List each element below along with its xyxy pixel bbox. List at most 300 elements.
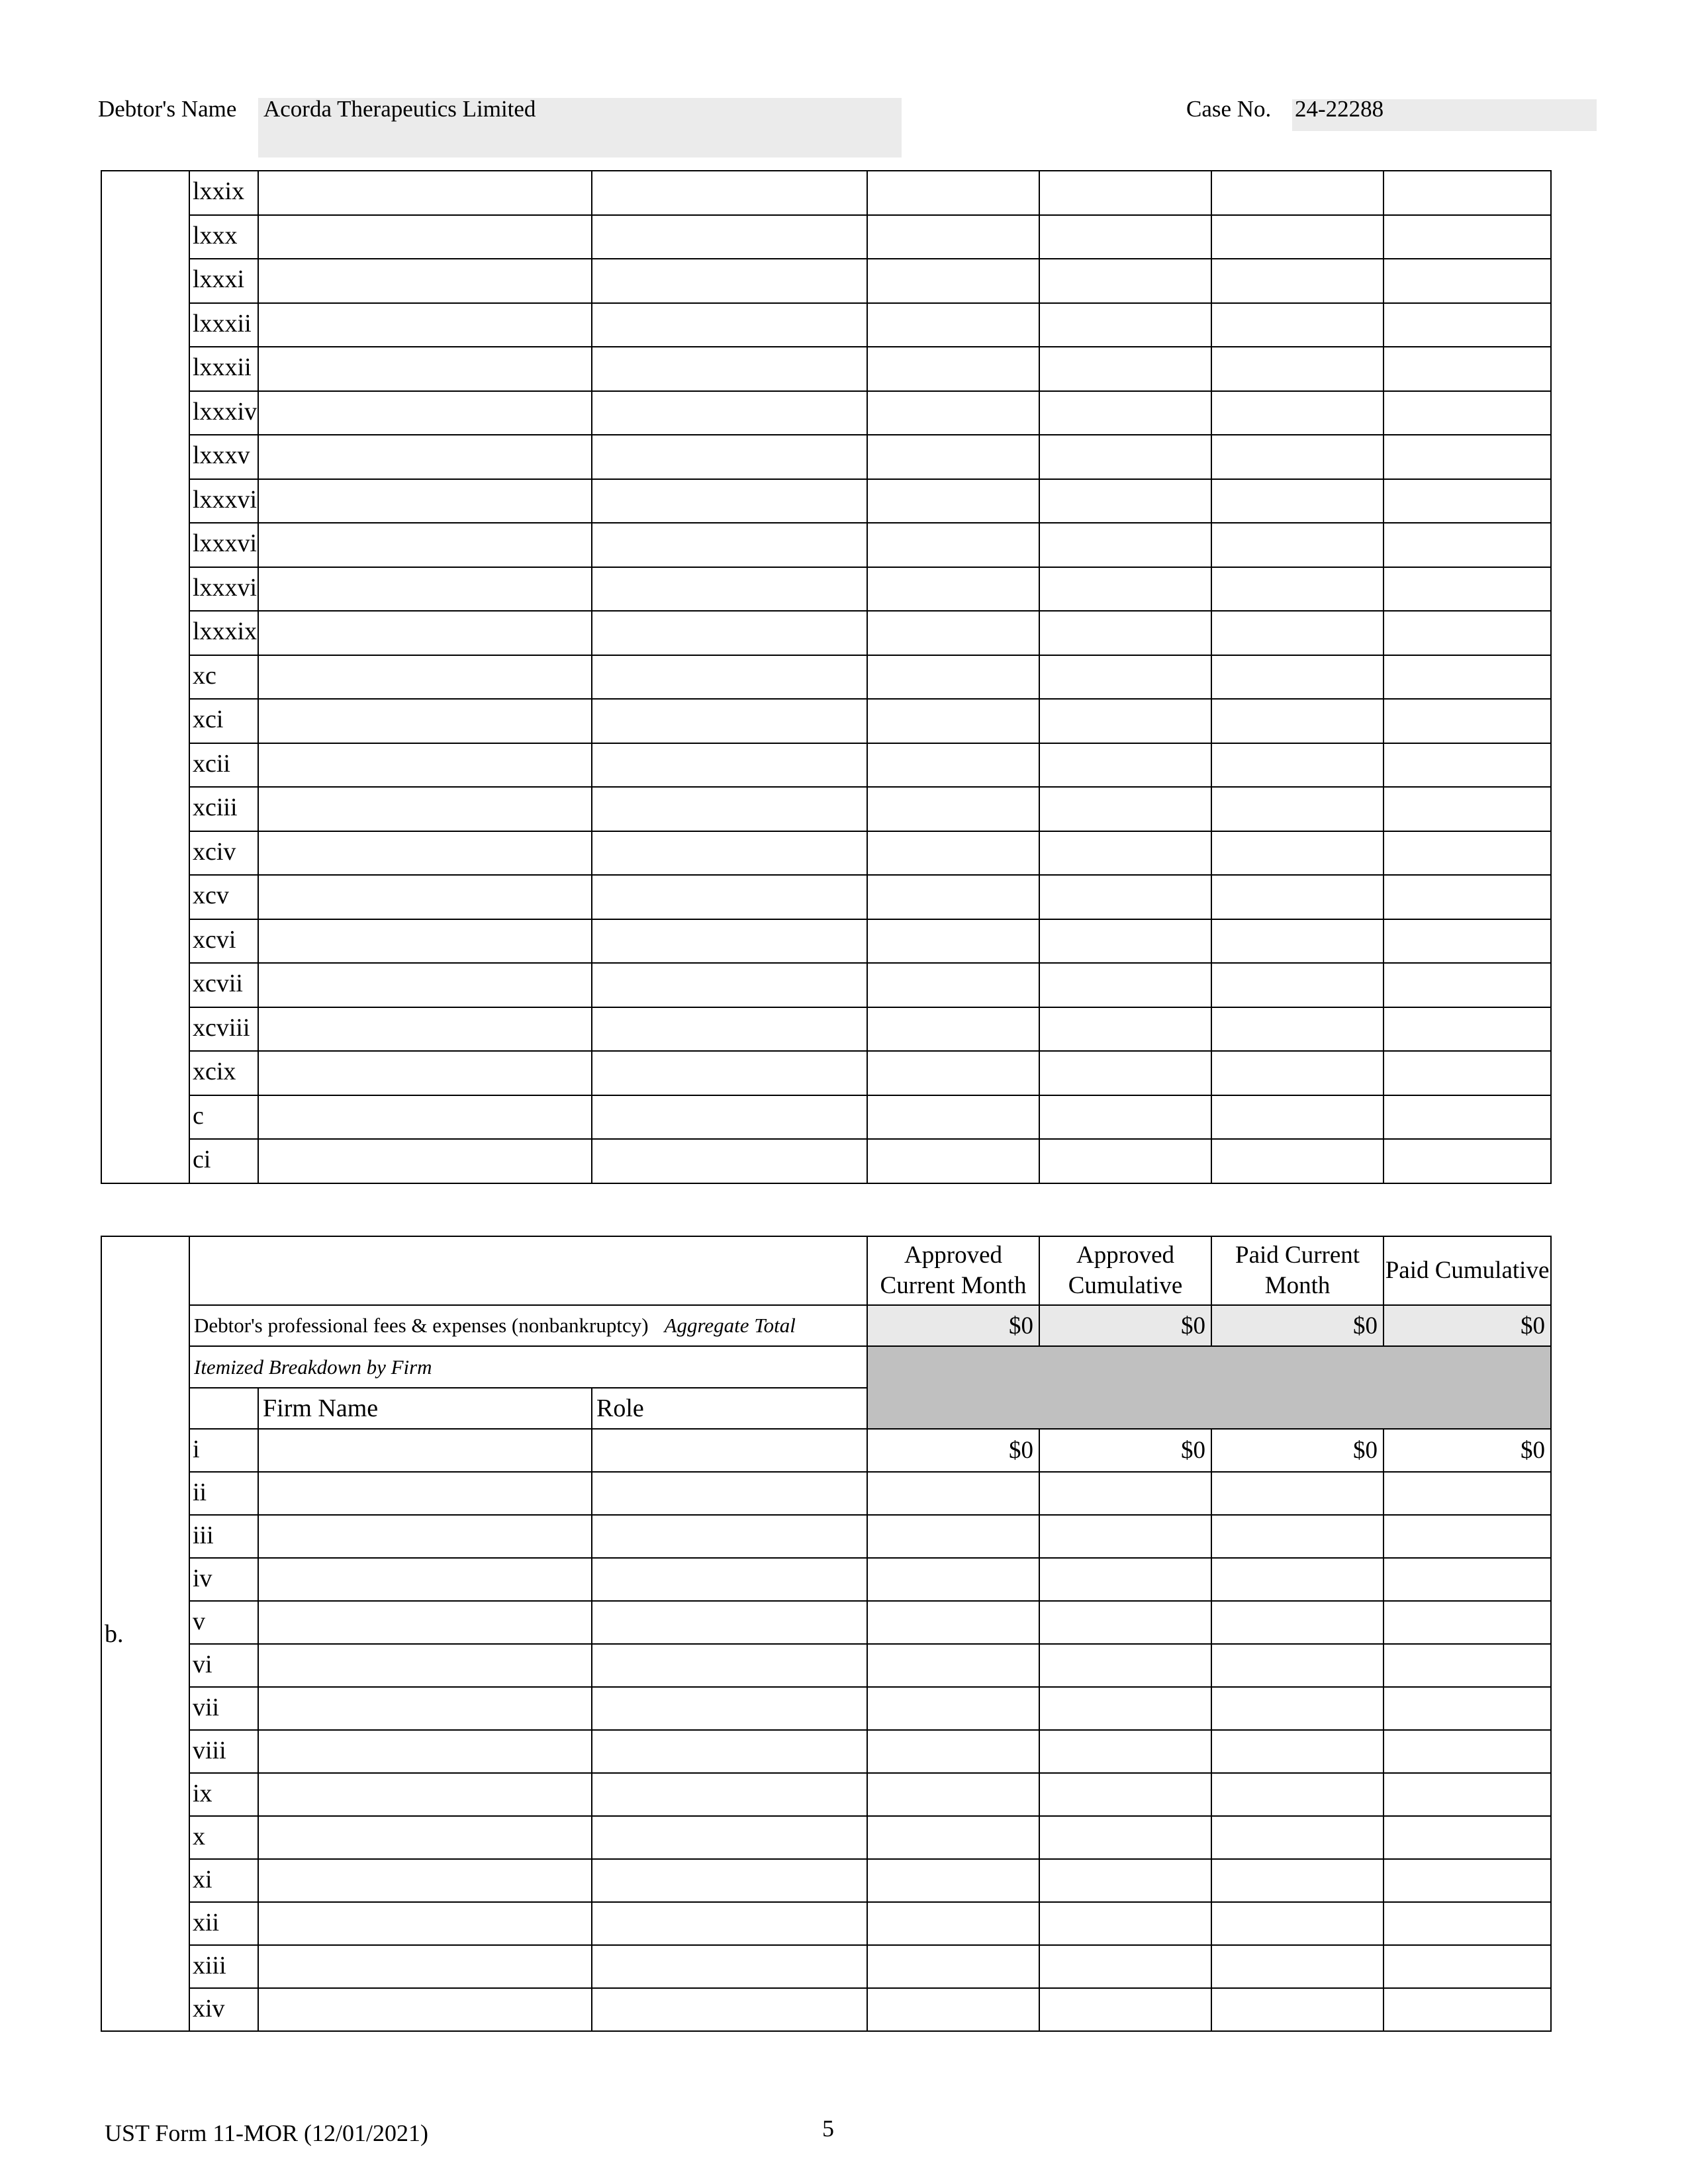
- role-cell[interactable]: [592, 1644, 867, 1687]
- aggregate-paid-cumulative[interactable]: $0: [1383, 1305, 1551, 1346]
- row-number: lxxx: [189, 215, 258, 259]
- firm-name-cell[interactable]: [258, 1095, 592, 1140]
- paid-current-month-cell[interactable]: [1211, 215, 1383, 259]
- firm-name-cell[interactable]: [258, 1601, 592, 1644]
- approved-cumulative-cell[interactable]: [1039, 303, 1211, 347]
- approved-current-month-cell[interactable]: [867, 1945, 1039, 1988]
- paid-cumulative-cell[interactable]: [1383, 567, 1551, 612]
- role-cell[interactable]: [592, 1687, 867, 1730]
- paid-current-month-cell[interactable]: [1211, 1601, 1383, 1644]
- paid-current-month-cell[interactable]: [1211, 1730, 1383, 1773]
- approved-cumulative-cell[interactable]: [1039, 831, 1211, 876]
- approved-cumulative-cell[interactable]: [1039, 347, 1211, 391]
- paid-cumulative-cell[interactable]: [1383, 1859, 1551, 1902]
- approved-current-month-cell[interactable]: [867, 875, 1039, 919]
- row-number: lxxxix: [189, 611, 258, 655]
- role-cell[interactable]: [592, 391, 867, 435]
- table-row: [101, 1558, 1551, 1601]
- paid-current-month-cell[interactable]: [1211, 347, 1383, 391]
- table-row: [101, 347, 1551, 391]
- paid-current-month-cell[interactable]: [1211, 1051, 1383, 1095]
- approved-current-month-cell[interactable]: [867, 1601, 1039, 1644]
- paid-cumulative-cell[interactable]: [1383, 1051, 1551, 1095]
- column-header-blank: [189, 1236, 867, 1305]
- paid-current-month-cell[interactable]: [1211, 1773, 1383, 1816]
- table-row: [101, 303, 1551, 347]
- paid-current-month-cell[interactable]: [1211, 1644, 1383, 1687]
- row-number: lxxxvi: [189, 479, 258, 523]
- paid-current-month-cell[interactable]: [1211, 1095, 1383, 1140]
- paid-current-month-cell[interactable]: [1211, 611, 1383, 655]
- approved-current-month-cell[interactable]: [867, 259, 1039, 303]
- section-b-label: b.: [101, 1236, 189, 2031]
- paid-current-month-cell[interactable]: [1211, 391, 1383, 435]
- firm-name-cell[interactable]: [258, 1007, 592, 1052]
- firm-name-cell[interactable]: [258, 1816, 592, 1859]
- table-row: [101, 699, 1551, 743]
- approved-cumulative-cell[interactable]: [1039, 1902, 1211, 1945]
- approved-cumulative-cell[interactable]: [1039, 259, 1211, 303]
- approved-current-month-cell[interactable]: [867, 1988, 1039, 2031]
- firm-name-cell[interactable]: [258, 1945, 592, 1988]
- approved-cumulative-cell[interactable]: [1039, 919, 1211, 964]
- firm-header-blank: [189, 1388, 258, 1429]
- table-row: [101, 1687, 1551, 1730]
- col-header-approved-cumulative: Approved Cumulative: [1039, 1236, 1211, 1305]
- approved-cumulative-cell[interactable]: [1039, 1515, 1211, 1558]
- paid-current-month-cell[interactable]: [1211, 1558, 1383, 1601]
- firm-name-cell[interactable]: [258, 303, 592, 347]
- firm-name-cell[interactable]: [258, 1472, 592, 1515]
- paid-cumulative-cell[interactable]: [1383, 259, 1551, 303]
- role-cell[interactable]: [592, 1139, 867, 1183]
- paid-cumulative-cell[interactable]: [1383, 743, 1551, 788]
- approved-cumulative-cell[interactable]: [1039, 611, 1211, 655]
- firm-name-cell[interactable]: [258, 787, 592, 831]
- row-number: lxxxi: [189, 259, 258, 303]
- firm-name-cell[interactable]: [258, 567, 592, 612]
- approved-cumulative-cell[interactable]: [1039, 1945, 1211, 1988]
- approved-current-month-cell[interactable]: [867, 699, 1039, 743]
- approved-cumulative-cell[interactable]: [1039, 1773, 1211, 1816]
- paid-cumulative-cell[interactable]: [1383, 1816, 1551, 1859]
- aggregate-approved-current-month[interactable]: $0: [867, 1305, 1039, 1346]
- firm-name-cell[interactable]: [258, 875, 592, 919]
- role-cell[interactable]: [592, 875, 867, 919]
- approved-cumulative-cell[interactable]: [1039, 1051, 1211, 1095]
- row-number: xiii: [189, 1945, 258, 1988]
- paid-current-month-cell[interactable]: [1211, 1988, 1383, 2031]
- approved-current-month-cell[interactable]: [867, 171, 1039, 215]
- role-cell[interactable]: [592, 1945, 867, 1988]
- col-header-approved-current-month: Approved Current Month: [867, 1236, 1039, 1305]
- paid-cumulative-cell[interactable]: [1383, 1945, 1551, 1988]
- firm-name-cell[interactable]: [258, 347, 592, 391]
- aggregate-total-row: [101, 1305, 1551, 1346]
- firm-name-cell[interactable]: [258, 259, 592, 303]
- approved-cumulative-cell[interactable]: [1039, 1007, 1211, 1052]
- paid-current-month-cell[interactable]: [1211, 1902, 1383, 1945]
- row-number: vi: [189, 1644, 258, 1687]
- approved-cumulative-cell[interactable]: [1039, 655, 1211, 700]
- table-row: [101, 1945, 1551, 1988]
- role-cell[interactable]: [592, 1601, 867, 1644]
- paid-cumulative-cell[interactable]: [1383, 1558, 1551, 1601]
- role-cell[interactable]: [592, 743, 867, 788]
- firm-name-cell[interactable]: [258, 1730, 592, 1773]
- paid-current-month-cell[interactable]: [1211, 1945, 1383, 1988]
- form-id: UST Form 11-MOR (12/01/2021): [105, 2120, 429, 2146]
- paid-current-month-cell[interactable]: [1211, 259, 1383, 303]
- table-row: [101, 1816, 1551, 1859]
- paid-cumulative-cell[interactable]: [1383, 1988, 1551, 2031]
- paid-cumulative-cell[interactable]: [1383, 1687, 1551, 1730]
- approved-cumulative-cell[interactable]: [1039, 1558, 1211, 1601]
- table-row: [101, 259, 1551, 303]
- paid-current-month-cell[interactable]: [1211, 567, 1383, 612]
- approved-cumulative-cell[interactable]: [1039, 1730, 1211, 1773]
- paid-cumulative-cell[interactable]: [1383, 1902, 1551, 1945]
- paid-cumulative-cell[interactable]: [1383, 435, 1551, 479]
- row-number: lxxix: [189, 171, 258, 215]
- row-number: xcv: [189, 875, 258, 919]
- paid-cumulative-cell[interactable]: [1383, 215, 1551, 259]
- paid-current-month-cell[interactable]: [1211, 655, 1383, 700]
- paid-current-month-cell[interactable]: [1211, 743, 1383, 788]
- role-cell[interactable]: [592, 303, 867, 347]
- firm-name-cell[interactable]: [258, 743, 592, 788]
- firm-name-cell[interactable]: [258, 1558, 592, 1601]
- firm-name-cell[interactable]: [258, 1139, 592, 1183]
- role-cell[interactable]: [592, 1730, 867, 1773]
- row-number: xci: [189, 699, 258, 743]
- paid-current-month-cell[interactable]: [1211, 523, 1383, 567]
- firm-name-cell[interactable]: [258, 611, 592, 655]
- approved-current-month-cell[interactable]: [867, 1095, 1039, 1140]
- approved-current-month-cell[interactable]: [867, 1515, 1039, 1558]
- paid-cumulative-cell[interactable]: [1383, 611, 1551, 655]
- firm-name-cell[interactable]: [258, 699, 592, 743]
- role-cell[interactable]: [592, 171, 867, 215]
- firm-name-cell[interactable]: [258, 655, 592, 700]
- paid-current-month-cell[interactable]: [1211, 1139, 1383, 1183]
- table-row: [101, 215, 1551, 259]
- firm-name-cell[interactable]: [258, 1644, 592, 1687]
- approved-current-month-cell[interactable]: [867, 831, 1039, 876]
- approved-current-month-cell[interactable]: [867, 1859, 1039, 1902]
- role-cell[interactable]: [592, 1095, 867, 1140]
- role-cell[interactable]: [592, 787, 867, 831]
- table-row: [101, 963, 1551, 1007]
- firm-name-cell[interactable]: [258, 171, 592, 215]
- paid-cumulative-cell[interactable]: [1383, 1007, 1551, 1052]
- table-row: [101, 787, 1551, 831]
- table-row: [101, 1902, 1551, 1945]
- paid-cumulative-cell[interactable]: [1383, 1095, 1551, 1140]
- approved-cumulative-cell[interactable]: [1039, 1859, 1211, 1902]
- approved-current-month-cell[interactable]: [867, 1816, 1039, 1859]
- paid-cumulative-cell[interactable]: [1383, 303, 1551, 347]
- row-number: ix: [189, 1773, 258, 1816]
- role-cell[interactable]: [592, 1472, 867, 1515]
- approved-cumulative-cell[interactable]: [1039, 1139, 1211, 1183]
- firm-name-cell[interactable]: [258, 479, 592, 523]
- paid-current-month-cell[interactable]: [1211, 1007, 1383, 1052]
- paid-current-month-cell[interactable]: [1211, 919, 1383, 964]
- firm-name-cell[interactable]: [258, 1773, 592, 1816]
- paid-cumulative-cell[interactable]: [1383, 347, 1551, 391]
- paid-cumulative-cell[interactable]: [1383, 1773, 1551, 1816]
- table-row: [101, 391, 1551, 435]
- approved-current-month-cell[interactable]: [867, 435, 1039, 479]
- paid-cumulative-cell[interactable]: [1383, 479, 1551, 523]
- row-number: lxxxv: [189, 435, 258, 479]
- approved-current-month-cell[interactable]: [867, 1902, 1039, 1945]
- firm-name-cell[interactable]: [258, 831, 592, 876]
- approved-current-month-cell[interactable]: [867, 655, 1039, 700]
- paid-current-month-cell[interactable]: $0: [1211, 1429, 1383, 1472]
- case-number-field[interactable]: [1292, 96, 1597, 131]
- paid-cumulative-cell[interactable]: [1383, 963, 1551, 1007]
- row-number: lxxxii: [189, 347, 258, 391]
- approved-current-month-cell[interactable]: [867, 479, 1039, 523]
- table-row: [101, 1730, 1551, 1773]
- approved-cumulative-cell[interactable]: [1039, 875, 1211, 919]
- approved-current-month-cell[interactable]: [867, 523, 1039, 567]
- paid-current-month-cell[interactable]: [1211, 1472, 1383, 1515]
- role-cell[interactable]: [592, 1859, 867, 1902]
- approved-current-month-cell[interactable]: [867, 1051, 1039, 1095]
- approved-cumulative-cell[interactable]: [1039, 1644, 1211, 1687]
- approved-current-month-cell[interactable]: [867, 1730, 1039, 1773]
- approved-current-month-cell[interactable]: [867, 567, 1039, 612]
- aggregate-approved-cumulative[interactable]: $0: [1039, 1305, 1211, 1346]
- debtor-name-label: Debtor's Name: [98, 96, 237, 122]
- paid-current-month-cell[interactable]: [1211, 875, 1383, 919]
- approved-cumulative-cell[interactable]: [1039, 787, 1211, 831]
- firm-name-cell[interactable]: [258, 1429, 592, 1472]
- role-cell[interactable]: [592, 1902, 867, 1945]
- col-header-paid-current-month: Paid Current Month: [1211, 1236, 1383, 1305]
- paid-cumulative-cell[interactable]: [1383, 831, 1551, 876]
- approved-current-month-cell[interactable]: [867, 391, 1039, 435]
- aggregate-note: Aggregate Total: [664, 1314, 796, 1337]
- paid-cumulative-cell[interactable]: [1383, 875, 1551, 919]
- row-number: xciv: [189, 831, 258, 876]
- approved-cumulative-cell[interactable]: [1039, 1601, 1211, 1644]
- paid-cumulative-cell[interactable]: [1383, 699, 1551, 743]
- role-cell[interactable]: [592, 215, 867, 259]
- role-cell[interactable]: [592, 1051, 867, 1095]
- approved-cumulative-cell[interactable]: [1039, 215, 1211, 259]
- role-cell[interactable]: [592, 1429, 867, 1472]
- paid-current-month-cell[interactable]: [1211, 699, 1383, 743]
- role-cell[interactable]: [592, 963, 867, 1007]
- role-cell[interactable]: [592, 1773, 867, 1816]
- table-row: [101, 1472, 1551, 1515]
- firm-name-cell[interactable]: [258, 963, 592, 1007]
- approved-cumulative-cell[interactable]: [1039, 699, 1211, 743]
- table-row: [101, 567, 1551, 612]
- approved-current-month-cell[interactable]: [867, 1007, 1039, 1052]
- approved-current-month-cell[interactable]: [867, 919, 1039, 964]
- paid-current-month-cell[interactable]: [1211, 303, 1383, 347]
- role-cell[interactable]: [592, 1816, 867, 1859]
- approved-cumulative-cell[interactable]: [1039, 435, 1211, 479]
- approved-current-month-cell[interactable]: [867, 1773, 1039, 1816]
- role-header: Role: [592, 1388, 867, 1429]
- row-number: xi: [189, 1859, 258, 1902]
- role-cell[interactable]: [592, 919, 867, 964]
- paid-cumulative-cell[interactable]: [1383, 1601, 1551, 1644]
- role-cell[interactable]: [592, 1558, 867, 1601]
- paid-current-month-cell[interactable]: [1211, 1859, 1383, 1902]
- paid-cumulative-cell[interactable]: [1383, 171, 1551, 215]
- firm-name-cell[interactable]: [258, 1051, 592, 1095]
- table-row: [101, 1007, 1551, 1052]
- role-cell[interactable]: [592, 1515, 867, 1558]
- paid-cumulative-cell[interactable]: [1383, 787, 1551, 831]
- aggregate-label-cell: [189, 1305, 867, 1346]
- table-row: [101, 1773, 1551, 1816]
- firm-name-cell[interactable]: [258, 215, 592, 259]
- row-number: xc: [189, 655, 258, 700]
- paid-current-month-cell[interactable]: [1211, 831, 1383, 876]
- table-row: [101, 1095, 1551, 1140]
- role-cell[interactable]: [592, 655, 867, 700]
- role-cell[interactable]: [592, 611, 867, 655]
- approved-current-month-cell[interactable]: [867, 303, 1039, 347]
- paid-current-month-cell[interactable]: [1211, 435, 1383, 479]
- debtor-name-value: Acorda Therapeutics Limited: [263, 96, 536, 122]
- table-row: [101, 655, 1551, 700]
- approved-current-month-cell[interactable]: [867, 963, 1039, 1007]
- paid-cumulative-cell[interactable]: [1383, 655, 1551, 700]
- row-number: xcix: [189, 1051, 258, 1095]
- table-row: [101, 1859, 1551, 1902]
- paid-current-month-cell[interactable]: [1211, 1816, 1383, 1859]
- table-row: [101, 1515, 1551, 1558]
- row-number: xcii: [189, 743, 258, 788]
- role-cell[interactable]: [592, 1007, 867, 1052]
- paid-current-month-cell[interactable]: [1211, 1687, 1383, 1730]
- row-number: x: [189, 1816, 258, 1859]
- paid-cumulative-cell[interactable]: [1383, 1730, 1551, 1773]
- row-number: c: [189, 1095, 258, 1140]
- paid-cumulative-cell[interactable]: [1383, 1644, 1551, 1687]
- role-cell[interactable]: [592, 567, 867, 612]
- approved-current-month-cell[interactable]: [867, 611, 1039, 655]
- row-number: viii: [189, 1730, 258, 1773]
- firm-name-cell[interactable]: [258, 1859, 592, 1902]
- page-number: 5: [822, 2115, 834, 2142]
- role-cell[interactable]: [592, 1988, 867, 2031]
- approved-cumulative-cell[interactable]: [1039, 1687, 1211, 1730]
- section-margin-cell: [101, 171, 189, 1183]
- approved-cumulative-cell[interactable]: [1039, 523, 1211, 567]
- section-b-table: [101, 1236, 1552, 2032]
- paid-cumulative-cell[interactable]: [1383, 1515, 1551, 1558]
- approved-current-month-cell[interactable]: [867, 215, 1039, 259]
- row-number: vii: [189, 1687, 258, 1730]
- firm-name-cell[interactable]: [258, 391, 592, 435]
- approved-current-month-cell[interactable]: [867, 1139, 1039, 1183]
- firm-name-cell[interactable]: [258, 1687, 592, 1730]
- role-cell[interactable]: [592, 347, 867, 391]
- paid-current-month-cell[interactable]: [1211, 787, 1383, 831]
- paid-current-month-cell[interactable]: [1211, 171, 1383, 215]
- paid-cumulative-cell[interactable]: [1383, 1472, 1551, 1515]
- role-cell[interactable]: [592, 831, 867, 876]
- case-number-label: Case No.: [1186, 96, 1272, 122]
- approved-cumulative-cell[interactable]: [1039, 391, 1211, 435]
- approved-cumulative-cell[interactable]: [1039, 171, 1211, 215]
- firm-name-cell[interactable]: [258, 523, 592, 567]
- row-number: ci: [189, 1139, 258, 1183]
- approved-cumulative-cell[interactable]: [1039, 1095, 1211, 1140]
- firm-name-cell[interactable]: [258, 1988, 592, 2031]
- role-cell[interactable]: [592, 479, 867, 523]
- row-number: v: [189, 1601, 258, 1644]
- paid-current-month-cell[interactable]: [1211, 963, 1383, 1007]
- paid-current-month-cell[interactable]: [1211, 479, 1383, 523]
- approved-cumulative-cell[interactable]: [1039, 1988, 1211, 2031]
- approved-cumulative-cell[interactable]: [1039, 743, 1211, 788]
- table-row: [101, 919, 1551, 964]
- approved-cumulative-cell[interactable]: $0: [1039, 1429, 1211, 1472]
- row-number: iv: [189, 1558, 258, 1601]
- paid-cumulative-cell[interactable]: [1383, 391, 1551, 435]
- debtor-name-field[interactable]: [258, 98, 902, 158]
- table-row: [101, 435, 1551, 479]
- paid-cumulative-cell[interactable]: [1383, 523, 1551, 567]
- approved-cumulative-cell[interactable]: [1039, 1472, 1211, 1515]
- role-cell[interactable]: [592, 259, 867, 303]
- firm-name-cell[interactable]: [258, 1902, 592, 1945]
- approved-current-month-cell[interactable]: [867, 1472, 1039, 1515]
- paid-cumulative-cell[interactable]: [1383, 919, 1551, 964]
- firm-name-cell[interactable]: [258, 435, 592, 479]
- table-row: [101, 171, 1551, 215]
- paid-cumulative-cell[interactable]: [1383, 1139, 1551, 1183]
- table-row: [101, 611, 1551, 655]
- firm-name-cell[interactable]: [258, 1515, 592, 1558]
- approved-current-month-cell[interactable]: $0: [867, 1429, 1039, 1472]
- shaded-block: [867, 1346, 1551, 1429]
- role-cell[interactable]: [592, 435, 867, 479]
- firm-name-cell[interactable]: [258, 919, 592, 964]
- role-cell[interactable]: [592, 699, 867, 743]
- paid-cumulative-cell[interactable]: $0: [1383, 1429, 1551, 1472]
- approved-current-month-cell[interactable]: [867, 1687, 1039, 1730]
- row-number: xcviii: [189, 1007, 258, 1052]
- row-number: xii: [189, 1902, 258, 1945]
- approved-current-month-cell[interactable]: [867, 347, 1039, 391]
- approved-cumulative-cell[interactable]: [1039, 1816, 1211, 1859]
- approved-cumulative-cell[interactable]: [1039, 963, 1211, 1007]
- paid-current-month-cell[interactable]: [1211, 1515, 1383, 1558]
- itemized-breakdown-label: Itemized Breakdown by Firm: [189, 1346, 867, 1388]
- approved-current-month-cell[interactable]: [867, 1558, 1039, 1601]
- approved-current-month-cell[interactable]: [867, 1644, 1039, 1687]
- approved-cumulative-cell[interactable]: [1039, 479, 1211, 523]
- aggregate-label: Debtor's professional fees & expenses (nonbankruptcy): [194, 1314, 649, 1337]
- approved-cumulative-cell[interactable]: [1039, 567, 1211, 612]
- aggregate-paid-current-month[interactable]: $0: [1211, 1305, 1383, 1346]
- role-cell[interactable]: [592, 523, 867, 567]
- approved-current-month-cell[interactable]: [867, 787, 1039, 831]
- approved-current-month-cell[interactable]: [867, 743, 1039, 788]
